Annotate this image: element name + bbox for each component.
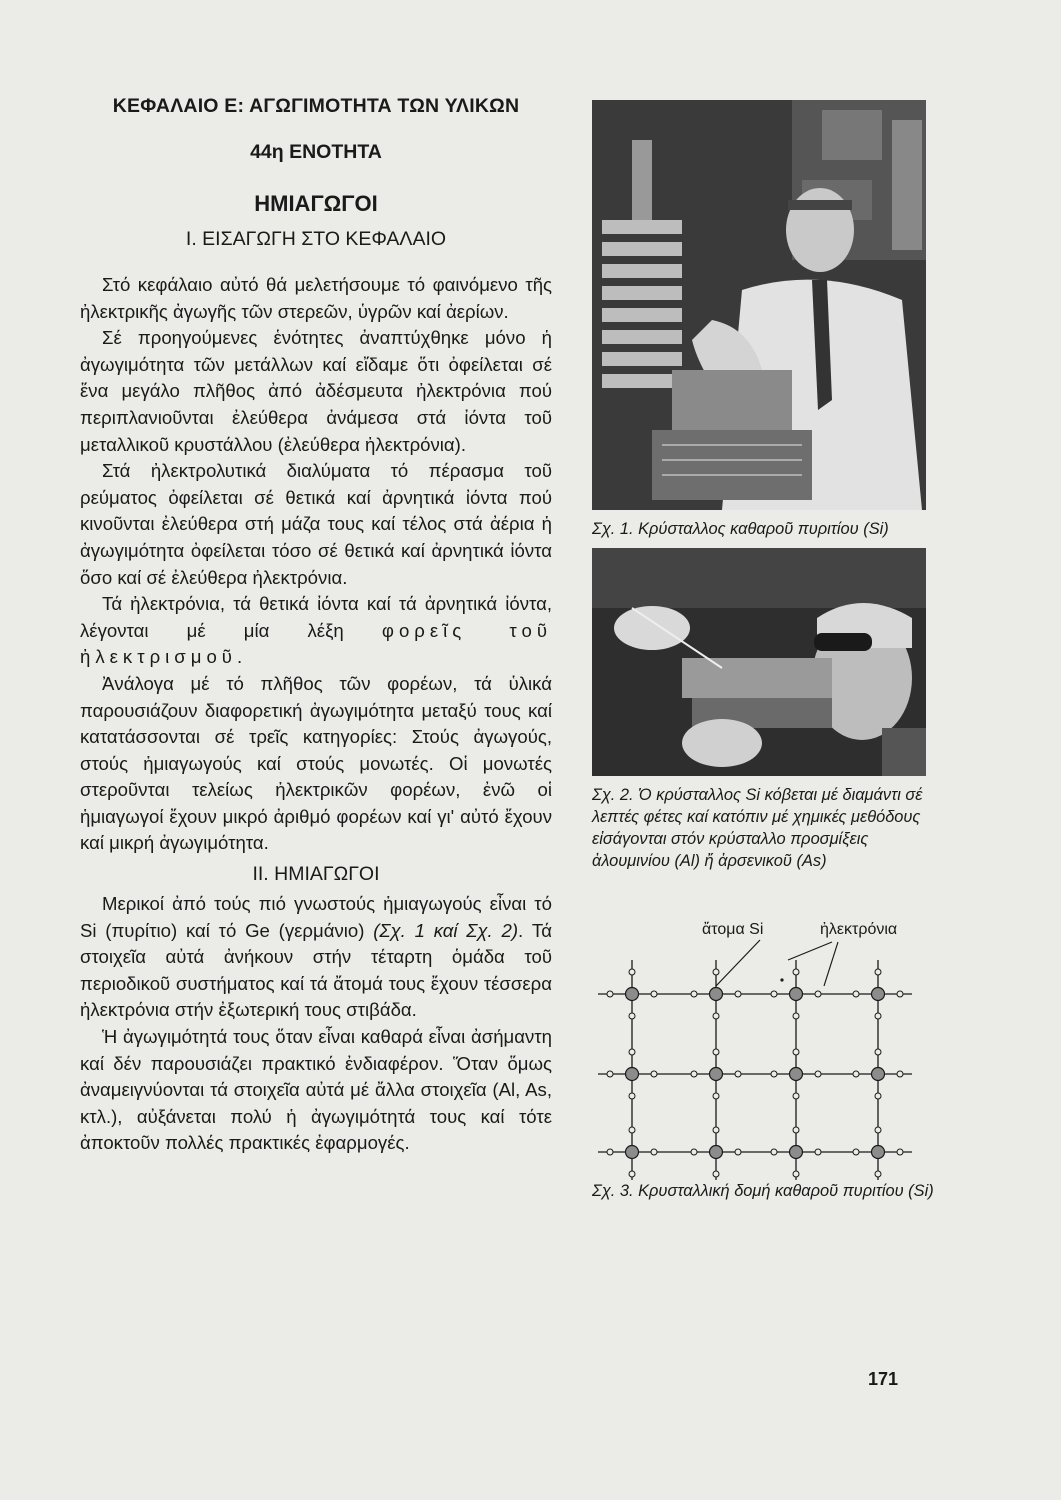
- pointer-line-electron-2: [824, 942, 838, 986]
- si-atom: [626, 1146, 639, 1159]
- figure-3-caption: Σχ. 3. Κρυσταλλική δομή καθαροῦ πυριτίου (Si): [592, 1182, 934, 1200]
- electron: [713, 969, 719, 975]
- paragraph-1: Στό κεφάλαιο αὐτό θά μελετήσουμε τό φαινόμενο τῆς ἠλεκτρικῆς ἀγωγῆς τῶν στερεῶν, ὑγρῶν καί ἀερίων.: [80, 274, 552, 322]
- free-electron-dot: [780, 978, 783, 981]
- electron: [897, 991, 903, 997]
- electron: [651, 1149, 657, 1155]
- electron: [607, 1071, 613, 1077]
- electron: [691, 1149, 697, 1155]
- si-atom: [626, 1068, 639, 1081]
- electron: [875, 1127, 881, 1133]
- electron: [793, 1127, 799, 1133]
- lattice-diagram: [592, 920, 936, 1180]
- electron: [793, 1013, 799, 1019]
- si-atom: [626, 988, 639, 1001]
- electron: [735, 1149, 741, 1155]
- electron: [629, 969, 635, 975]
- page-number: 171: [868, 1369, 899, 1389]
- electron: [875, 1171, 881, 1177]
- unit-heading: 44η ΕΝΟΤΗΤΑ: [250, 141, 382, 163]
- electron: [815, 1071, 821, 1077]
- electron: [771, 1149, 777, 1155]
- paragraph-4-end: .: [236, 646, 243, 668]
- electron: [853, 1071, 859, 1077]
- electron: [815, 991, 821, 997]
- electron: [875, 1093, 881, 1099]
- si-atom: [710, 988, 723, 1001]
- si-atom: [710, 1146, 723, 1159]
- section1-heading: Ι. ΕΙΣΑΓΩΓΗ ΣΤΟ ΚΕΦΑΛΑΙΟ: [185, 228, 447, 250]
- electron: [629, 1171, 635, 1177]
- electron: [793, 1171, 799, 1177]
- electron: [691, 1071, 697, 1077]
- electron: [793, 969, 799, 975]
- electron: [607, 991, 613, 997]
- si-atom: [710, 1068, 723, 1081]
- electron: [875, 1049, 881, 1055]
- electron: [793, 1093, 799, 1099]
- electron: [853, 991, 859, 997]
- electron: [713, 1013, 719, 1019]
- si-atom: [872, 1146, 885, 1159]
- electron: [629, 1013, 635, 1019]
- electron: [713, 1171, 719, 1177]
- paragraph-6-end: . Τά στοιχεῖα αὐτά ἀνήκουν στήν τέταρτη ὁμάδα τοῦ περιοδικοῦ συστήματος καί τά ἄτομά τους ἔχουν τέσσερα ἠλεκτρόνια στήν ἐξωτερική τους στιβάδα.: [80, 919, 552, 1021]
- label-electrons: ἠλεκτρόνια: [820, 921, 898, 938]
- electron: [875, 1013, 881, 1019]
- electron: [713, 1049, 719, 1055]
- si-atom: [790, 1146, 803, 1159]
- paragraph-7: Ἡ ἀγωγιμότητά τους ὅταν εἶναι καθαρά εἶναι ἀσήμαντη καί δέν παρουσιάζει πρακτικό ἐνδιαφέρον. Ὅταν ὅμως ἀναμειγνύονται τά στοιχεῖα αὐτά μέ ἄλλα στοιχεῖα (Al, As, κτλ.), αὐξάνεται πολύ ἡ ἀγωγιμότητά τους καί τότε ἀποκτοῦν πολλές πρακτικές ἐφαρμογές.: [80, 1026, 552, 1154]
- paragraph-4-start: Τά ἠλεκτρόνια, τά θετικά ἰόντα καί τά ἀρνητικά ἰόντα, λέγονται μέ μία λέξη: [80, 593, 552, 641]
- figure-1-caption: Σχ. 1. Κρύσταλλος καθαροῦ πυριτίου (Si): [592, 520, 889, 538]
- paragraph-2: Σέ προηγούμενες ἑνότητες ἀναπτύχθηκε μόνο ἡ ἀγωγιμότητα τῶν μετάλλων καί εἴδαμε ὅτι ὀφείλεται σέ ἕνα μεγάλο πλῆθος ἀπό ἀδέσμευτα ἠλεκτρόνια πού περιπλανιοῦνται ἐλεύθερα ἀνάμεσα στά ἰόντα τοῦ μεταλλικοῦ κρυστάλλου (ἐλεύθερα ἠλεκτρόνια).: [80, 327, 552, 455]
- paragraph-6-start: Μερικοί ἀπό τούς πιό γνωστούς ἡμιαγωγούς εἶναι τό Si (πυρίτιο) καί τό Ge (γερμάνιο): [80, 893, 552, 941]
- main-text-column: [80, 92, 552, 1157]
- electron: [771, 991, 777, 997]
- electron: [713, 1093, 719, 1099]
- figure-2-caption: Σχ. 2. Ὁ κρύσταλλος Si κόβεται μέ διαμάντι σέ λεπτές φέτες καί κατόπιν μέ χημικές μεθόδους εἰσάγονται στόν κρύσταλλο προσμίξεις ἀλουμινίου (Al) ἤ ἀρσενικοῦ (As): [592, 786, 923, 870]
- paragraph-6: [80, 891, 552, 1024]
- si-atom: [872, 1068, 885, 1081]
- electron: [691, 991, 697, 997]
- electron: [853, 1149, 859, 1155]
- label-si-atoms: ἄτομα Si: [702, 921, 764, 938]
- paragraph-5: Ἀνάλογα μέ τό πλῆθος τῶν φορέων, τά ὑλικά παρουσιάζουν διαφορετική ἀγωγιμότητα μεταξύ τους καί κατατάσσονται σέ τρεῖς κατηγορίες: Στούς ἀγωγούς, στούς ἡμιαγωγούς καί στούς μονωτές. Οἱ μονωτές στεροῦνται τελείως ἠλεκτρικῶν φορέων, ἐνῶ οἱ ἡμιαγωγοί ἔχουν μικρό ἀριθμό φορέων καί γι' αὐτό ἔχουν καί μικρή ἀγωγιμότητα.: [80, 672, 552, 854]
- electron: [897, 1149, 903, 1155]
- electron: [607, 1149, 613, 1155]
- electron: [815, 1149, 821, 1155]
- chapter-heading: ΚΕΦΑΛΑΙΟ Ε: ΑΓΩΓΙΜΟΤΗΤΑ ΤΩΝ ΥΛΙΚΩΝ: [112, 95, 520, 117]
- electron: [771, 1071, 777, 1077]
- figure-3-lattice: [592, 920, 936, 1180]
- figure-1-photo: [592, 100, 926, 510]
- paragraph-3: Στά ἠλεκτρολυτικά διαλύματα τό πέρασμα τοῦ ρεύματος ὀφείλεται σέ θετικά καί ἀρνητικά ἰόντα πού κινοῦνται ἐλεύθερα στή μάζα τους καί τέλος στά ἀέρια ἡ ἀγωγιμότητα ὀφείλεται τόσο σέ θετικά καί ἀρνητικά ἰόντα ὅσο καί σέ ἐλεύθερα ἠλεκτρόνια.: [80, 460, 552, 588]
- electron: [629, 1127, 635, 1133]
- pointer-line-atom: [716, 940, 760, 986]
- electron: [735, 1071, 741, 1077]
- paragraph-4: [80, 591, 552, 671]
- lattice-grid: [598, 960, 912, 1180]
- figure-column: [592, 100, 936, 1202]
- si-atom: [790, 1068, 803, 1081]
- electron: [793, 1049, 799, 1055]
- charge-carriers-term: φορεῖς τοῦ ἠλεκτρισμοῦ: [80, 619, 552, 668]
- pointer-line-electron-1: [788, 942, 832, 960]
- electron: [713, 1127, 719, 1133]
- electron: [629, 1049, 635, 1055]
- figure-2-photo: [592, 548, 926, 776]
- electron: [651, 1071, 657, 1077]
- section2-heading: ΙΙ. ΗΜΙΑΓΩΓΟΙ: [252, 863, 380, 886]
- electron: [629, 1093, 635, 1099]
- electron: [651, 991, 657, 997]
- main-title: ΗΜΙΑΓΩΓΟΙ: [254, 191, 378, 216]
- figure-reference: (Σχ. 1 καί Σχ. 2): [373, 919, 519, 941]
- electron: [897, 1071, 903, 1077]
- electron: [875, 969, 881, 975]
- electron: [735, 991, 741, 997]
- si-atom: [872, 988, 885, 1001]
- si-atom: [790, 988, 803, 1001]
